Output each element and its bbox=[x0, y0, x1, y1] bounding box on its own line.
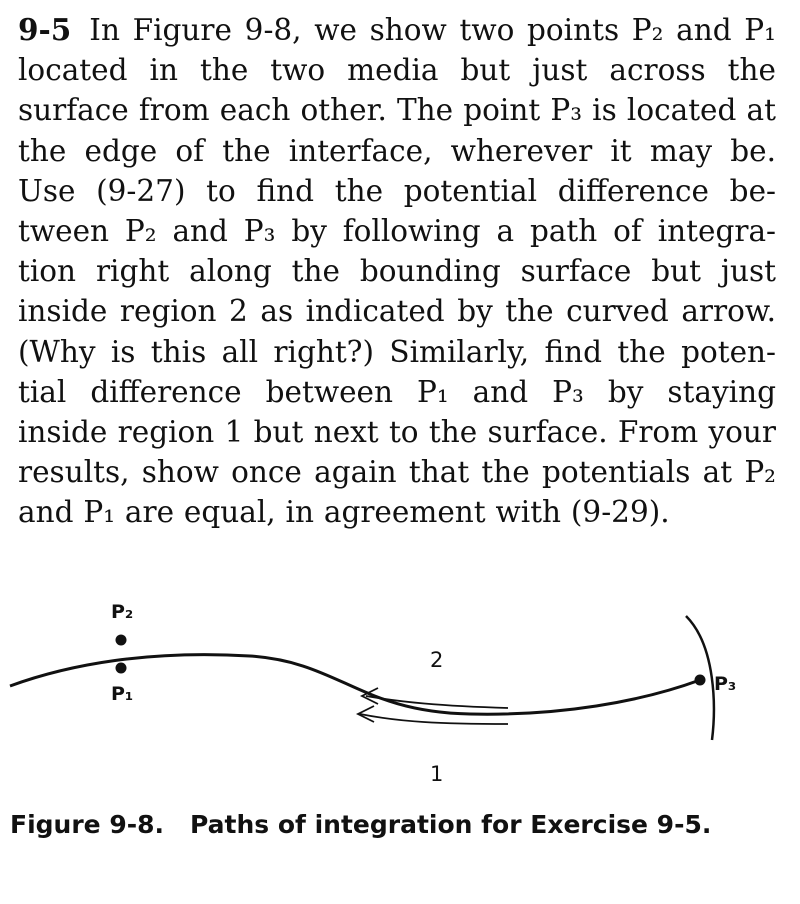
caption-text: Paths of integration for Exercise 9-5. bbox=[190, 810, 712, 839]
exercise-text: In Figure 9-8, we show two points P₂ and P₁ located in the two media but just across the surface from each other. The point P₃ is located at the edge of the interface, wherever it may be. Use (9-27) to find the potential difference be-tween P₂ and P₃ by following a path of integra-tion right along the bounding surface but just inside region 2 as indicated by the curved arrow. (Why is this all right?) Similarly, find the poten-tial difference between P₁ and P₃ by staying inside region 1 but next to the surface. From your results, show once again that the potentials at P₂ and P₁ are equal, in agreement with (9-29). bbox=[18, 13, 776, 530]
figure-caption bbox=[10, 806, 770, 844]
exercise-number: 9-5 bbox=[18, 12, 72, 47]
exercise-9-5 bbox=[18, 10, 776, 533]
caption-label: Figure 9-8. bbox=[10, 810, 164, 839]
figure-9-8 bbox=[0, 590, 800, 790]
point-p1 bbox=[116, 663, 127, 674]
region-2-label: 2 bbox=[430, 648, 444, 672]
point-p3 bbox=[695, 675, 706, 686]
point-p3-label: P₃ bbox=[714, 673, 737, 695]
region-1-label: 1 bbox=[430, 762, 444, 786]
point-p2-label: P₂ bbox=[111, 601, 134, 623]
point-p1-label: P₁ bbox=[111, 683, 134, 705]
point-p2 bbox=[116, 635, 127, 646]
